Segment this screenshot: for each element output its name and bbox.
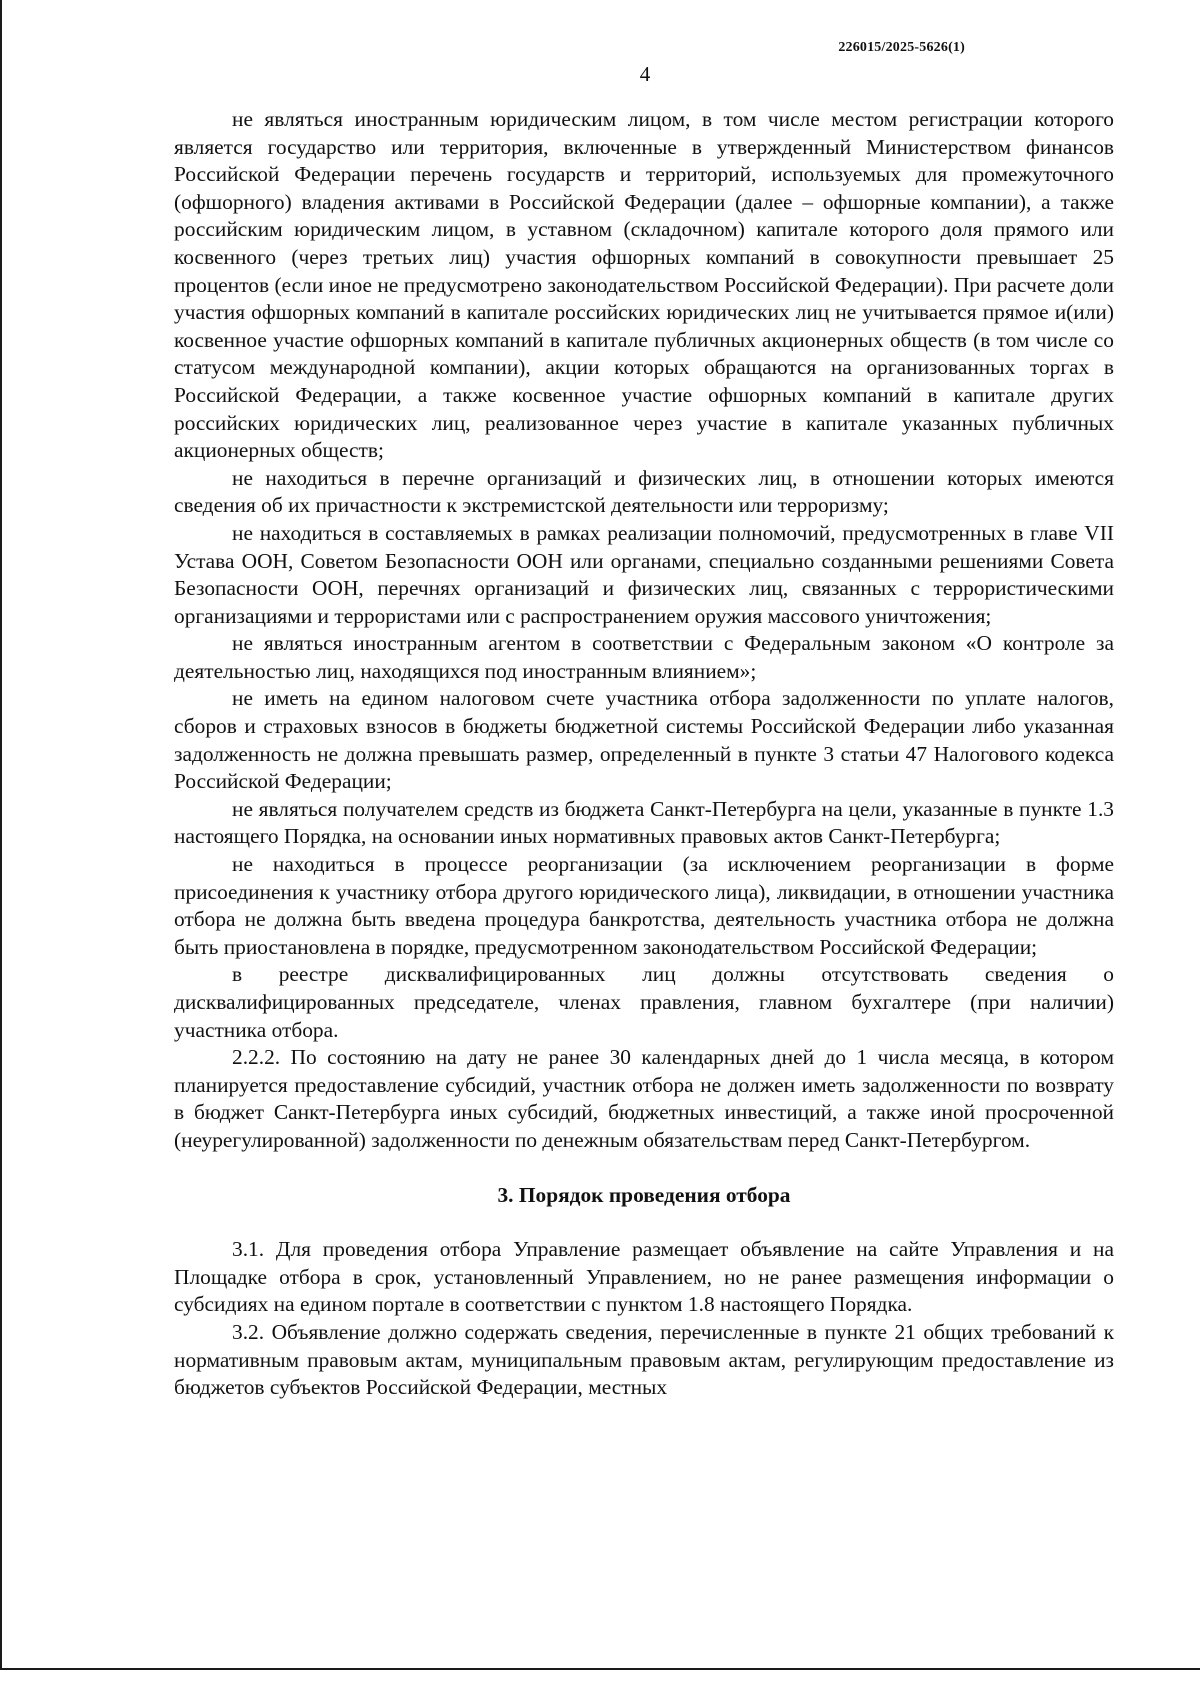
paragraph: 3.2. Объявление должно содержать сведения, перечисленные в пункте 21 общих требований к нормативным правовым актам, муниципальным правовым актам, регулирующим предоставление из бюджетов субъектов Российской Федерации, местных [174, 1319, 1114, 1400]
paragraph: не иметь на едином налоговом счете участника отбора задолженности по уплате налогов, сборов и страховых взносов в бюджеты бюджетной системы Российской Федерации либо указанная задолженность не должна превышать размер, определенный в пункте 3 статьи 47 Налогового кодекса Российской Федерации; [174, 686, 1114, 794]
paragraph: 2.2.2. По состоянию на дату не ранее 30 календарных дней до 1 числа месяца, в котором планируется предоставление субсидий, участник отбора не должен иметь задолженности по возврату в бюджет Санкт-Петербурга иных субсидий, бюджетных инвестиций, а также иной просроченной (неурегулированной) задолженности по денежным обязательствам перед Санкт-Петербургом. [174, 1045, 1114, 1152]
paragraph: в реестре дисквалифицированных лиц должны отсутствовать сведения о дисквалифицированных председателе, членах правления, главном бухгалтере (при наличии) участника отбора. [174, 962, 1114, 1042]
paragraph: не находиться в процессе реорганизации (за исключением реорганизации в форме присоединения к участнику отбора другого юридического лица), ликвидации, в отношении участника отбора не должна быть введена процедура банкротства, деятельность участника отбора не должна быть приостановлена в порядке, предусмотренном законодательством Российской Федерации; [174, 852, 1114, 959]
paragraph: не находиться в перечне организаций и физических лиц, в отношении которых имеются сведения об их причастности к экстремистской деятельности или терроризму; [174, 465, 1114, 518]
paragraph: 3.1. Для проведения отбора Управление размещает объявление на сайте Управления и на Площадке отбора в срок, установленный Управлением, но не ранее размещения информации о субсидиях на едином портале в соответствии с пунктом 1.8 настоящего Порядка. [174, 1237, 1114, 1317]
document-id: 226015/2025-5626(1) [838, 40, 965, 55]
paragraph: не находиться в составляемых в рамках реализации полномочий, предусмотренных в главе VII Устава ООН, Советом Безопасности ООН или органами, специально созданными решениями Совета Безопасности ООН, перечнях организаций и физических лиц, связанных с террористическими организациями и террористами или с распространением оружия массового уничтожения; [174, 520, 1114, 628]
paragraph: не являться получателем средств из бюджета Санкт-Петербурга на цели, указанные в пункте 1.3 настоящего Порядка, на основании иных нормативных правовых актов Санкт-Петербурга; [174, 796, 1114, 849]
section-heading: 3. Порядок проведения отбора [497, 1182, 791, 1207]
paragraph: не являться иностранным агентом в соответствии с Федеральным законом «О контроле за деятельностью лиц, находящихся под иностранным влиянием»; [174, 631, 1114, 683]
paragraph: не являться иностранным юридическим лицом, в том числе местом регистрации которого является государство или территория, включенные в утвержденный Министерством финансов Российской Федерации перечень государств и территорий, используемых для промежуточного (офшорного) владения активами в Российской Федерации (далее – офшорные компании), а также российским юридическим лицом, в уставном (складочном) капитале которого доля прямого или косвенного (через третьих лиц) участия офшорных компаний в совокупности превышает 25 процентов (если иное не предусмотрено законодательством Российской Федерации). При расчете доли участия офшорных компаний в капитале российских юридических лиц не учитывается прямое и(или) косвенное участие офшорных компаний в капитале публичных акционерных обществ (в том числе со статусом международной компании), акции которых обращаются на организованных торгах в Российской Федерации, а также косвенное участие офшорных компаний в капитале других российских юридических лиц, реализованное через участие в капитале указанных публичных акционерных обществ; [174, 107, 1114, 463]
scan-left-edge [0, 0, 2, 1668]
page-number: 4 [639, 62, 651, 86]
scan-bottom-edge [0, 1668, 1200, 1690]
document-body [174, 106, 1114, 1402]
